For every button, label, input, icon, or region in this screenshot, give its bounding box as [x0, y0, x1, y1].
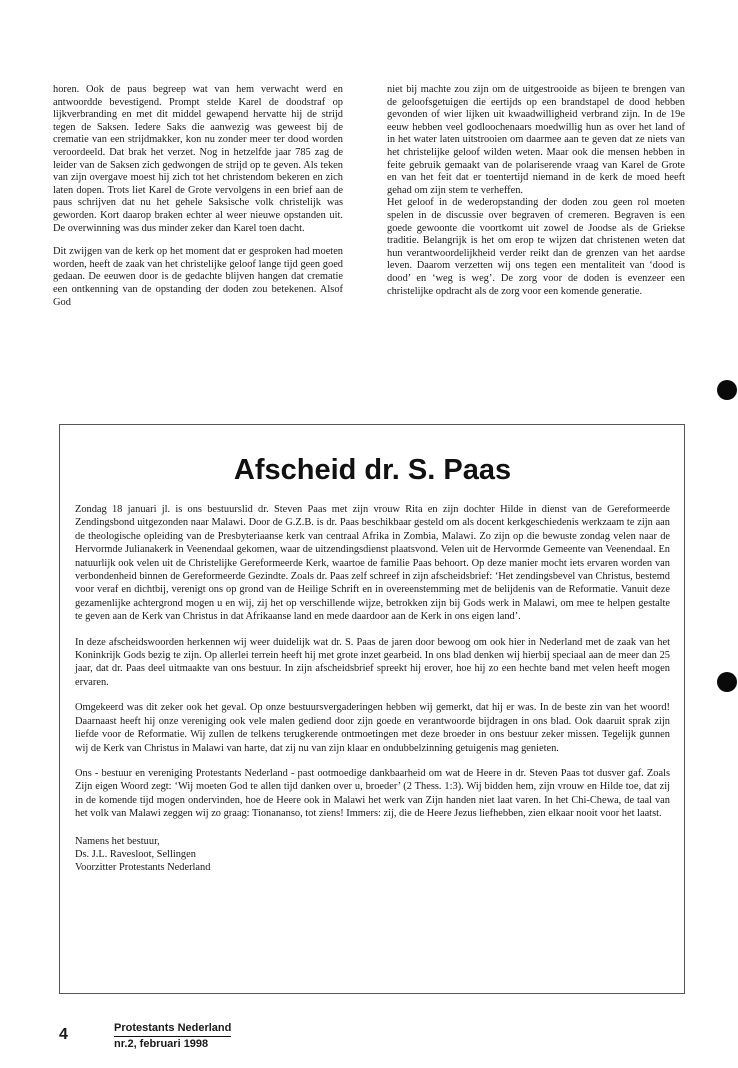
publication-footer [114, 1021, 231, 1051]
farewell-title: Afscheid dr. S. Paas [233, 454, 512, 486]
farewell-paragraph-1: Zondag 18 januari jl. is ons bestuurslid dr. Steven Paas met zijn vrouw Rita en zijn dochter Hilde in dienst van de Gereformeerde Zendingsbond uitgezonden naar Malawi. Door de G.Z.B. is dr. Paas beschikbaar gesteld om als docent kerkgeschiedenis werkzaam te zijn aan de theologische opleiding van de Presbyteriaanse kerk van centraal Afrika in Zombia, Malawi. Zo zijn op die bewuste zondag velen naar de Hervormde Julianakerk in Veenendaal gekomen, waar de uitzendingsdienst plaatsvond. Velen uit de Hervormde Gemeente van Veenendaal. En natuurlijk ook velen uit de Christelijke Gereformeerde Kerk, waartoe de familie Paas behoort. Op deze manier mocht iets ervaren worden van verbondenheid binnen de Gereformeerde Gezindte. Zoals dr. Paas zelf schreef in zijn afscheidsbrief: ‘Het zendingsbevel van Christus, bestemd voor veraf en dichtbij, verenigt ons op grond van de Heilige Schrift en in overeenstemming met de belijdenis van de Reformatie. Vanuit deze gezamenlijke achtergrond mogen u en wij, zij het op verschillende wijze, betrokken zijn bij Gods werk in Malawi, om mee te helpen gestalte te geven aan de Kerk van Christus in dat Afrikaanse land en mede daardoor aan de Kerk in ons eigen land’. [75, 504, 670, 623]
punch-hole [717, 672, 737, 692]
signature-line: Namens het bestuur, [75, 835, 160, 847]
farewell-paragraph-2: In deze afscheidswoorden herkennen wij weer duidelijk wat dr. S. Paas de jaren door bewoog om ook hier in Nederland met de zaak van het Koninkrijk Gods bezig te zijn. Op allerlei terrein heeft hij met grote inzet gearbeid. In ons blad denken wij hierbij speciaal aan de meer dan 25 jaar, dat dr. Paas deel uitmaakte van ons bestuur. In zijn afscheidsbrief spreekt hij erover, hoe hij zo een hechte band met velen heeft mogen ervaren. [75, 636, 670, 688]
left-paragraph-1: horen. Ook de paus begreep wat van hem verwacht werd en antwoordde bevestigend. Prompt stelde Karel de doodstraf op lijkverbranding en met dit middel gewapend hervatte hij de strijd tegen de Saksen. Iedere Saks die aanwezig was geweest bij de crematie van een strijdmakker, kon nu zonder meer ter dood worden veroordeeld. Dat brak het verzet. Nog in hetzelfde jaar 785 zag de leider van de Saksen zich gedwongen de strijd op te geven. Als teken van zijn overgave moest hij zich tot het christendom bekeren en zich laten dopen. Trots liet Karel de Grote vervolgens in een brief aan de paus schrijven dat nu het gehele Saksische volk christelijk was geworden. Kort daarop braken echter al weer nieuwe opstanden uit. De overwinning was dus minder zeker dan Karel toen dacht. [53, 84, 343, 234]
left-paragraph-2: Dit zwijgen van de kerk op het moment dat er gesproken had moeten worden, heeft de zaak van het christelijke geloof lange tijd geen goed gedaan. De eeuwen door is de gedachte blijven hangen dat crematie een ontkenning van de opstanding der doden zou betekenen. Alsof God [53, 246, 343, 308]
right-paragraph-2: Het geloof in de wederopstanding der doden zou geen rol moeten spelen in de discussie over begraven of cremeren. Begraven is een goede gewoonte die voortkomt uit zowel de Joodse als de Griekse traditie. Belangrijk is het om erop te wijzen dat christenen weten dat hun verantwoordelijkheid verder reikt dan de grenzen van het aardse leven. Daarom verzetten wij ons tegen een mentaliteit van ‘dood is dood’ en ‘weg is weg’. De zorg voor de doden is evenzeer een christelijke opdracht als de zorg voor een komende generatie. [387, 197, 685, 297]
right-paragraph-1: niet bij machte zou zijn om de uitgestrooide as bijeen te brengen van de geloofsgetuigen die eertijds op een brandstapel de dood hebben gevonden of wier lijken uit kwaadwilligheid verbrand zijn. In de 19e eeuw hebben veel godloochenaars moedwillig hun as over het land of in het water laten uitstrooien om daarmee aan te geven dat ze niets van het christelijke geloof wilden weten. Maar ook die mensen hebben in feite gebruik gemaakt van de polariserende vraag van Karel de Grote en van het feit dat er toentertijd niemand in de kerk de moed heeft gehad om zijn stem te verheffen. [387, 84, 685, 196]
page-number: 4 [59, 1026, 68, 1043]
issue-info: nr.2, februari 1998 [114, 1038, 209, 1050]
signature-block [75, 835, 670, 875]
farewell-paragraph-3: Omgekeerd was dit zeker ook het geval. Op onze bestuursvergaderingen hebben wij gemerkt, dat hij er was. In de beste zin van het woord! Daarnaast heeft hij onze vereniging ook vele malen gediend door zijn goede en verantwoorde bijdragen in ons blad. Ook daaruit sprak zijn liefde voor de Reformatie. Wij zullen de telkens terugkerende ontmoetingen met deze broeder in ons bestuur zeker missen. Tegelijk gunnen wij de Kerk van Christus in Malawi van harte, dat zij nu van zijn klaar en ondubbelzinning getuigenis mag genieten. [75, 702, 670, 754]
farewell-box [59, 424, 685, 994]
punch-hole [717, 380, 737, 400]
left-column [53, 84, 343, 309]
right-column [387, 84, 685, 298]
farewell-paragraph-4: Ons - bestuur en vereniging Protestants Nederland - past ootmoedige dankbaarheid om wat de Heere in dr. Steven Paas tot dusver gaf. Zoals Zijn eigen Woord zegt: ‘Wij moeten God te allen tijd danken over u, broeder’ (2 Thess. 1:3). Wij bidden hem, zijn vrouw en Hilde toe, dat zij in de komende tijd mogen ondervinden, hoe de Heere ook in Malawi het werk van Zijn handen niet laat varen. In het Chi-Chewa, de taal van het volk van Malawi zeggen wij zo graag: Tionananso, tot ziens! Immers: zij, die de Heere Jezus liefhebben, zien elkaar nooit voor het laatst. [75, 767, 670, 820]
signature-line: Ds. J.L. Ravesloot, Sellingen [75, 848, 196, 860]
signature-line: Voorzitter Protestants Nederland [75, 862, 211, 874]
publication-title: Protestants Nederland [114, 1021, 231, 1037]
